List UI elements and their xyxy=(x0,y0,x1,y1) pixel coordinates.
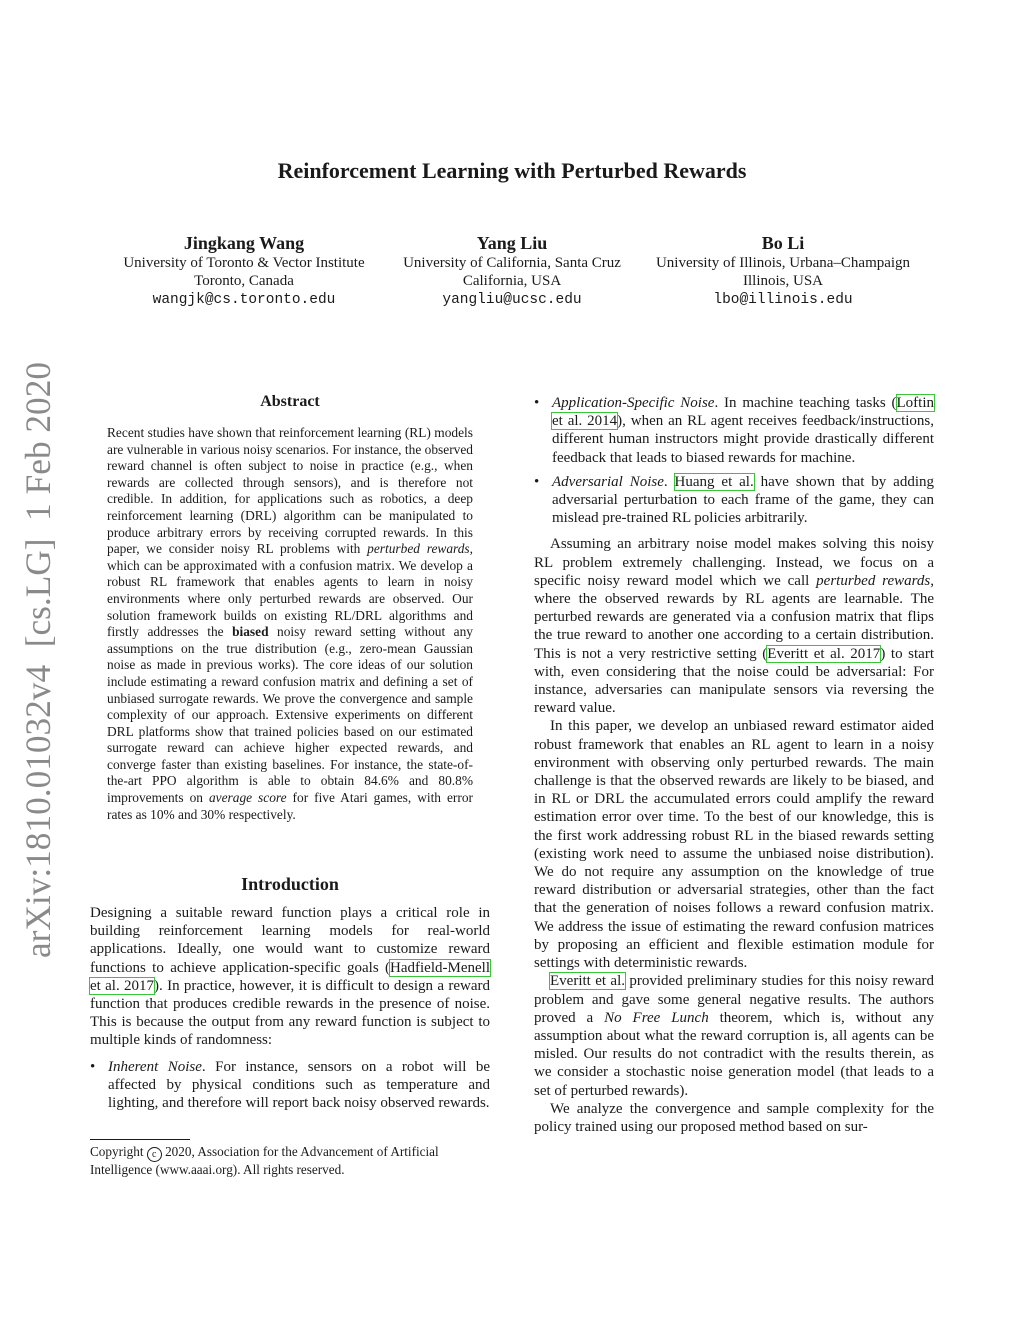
introduction-heading: Introduction xyxy=(241,874,339,894)
arxiv-sidebar-stamp xyxy=(18,350,60,958)
arxiv-id: arXiv:1810.01032v4 [cs.LG] 1 Feb 2020 xyxy=(18,350,58,958)
author-email[interactable]: yangliu@ucsc.edu xyxy=(442,292,582,308)
bullet-application-noise: • Application-Specific Noise. In machine teaching tasks (Loftin et al. 2014), when an RL agent receives feedback/instructions, different human instructors might provide drastically different feedback that leads to biased rewards for machine. xyxy=(534,394,934,467)
citation-link[interactable]: Loftin et al. 2014 xyxy=(552,395,934,430)
author-block-3 xyxy=(633,232,933,310)
bullet-inherent-noise: • Inherent Noise. For instance, sensors on a robot will be affected by physical conditions such as temperature and lighting, and therefore will report back noisy observed rewards. xyxy=(90,1058,490,1113)
paper-title: Reinforcement Learning with Perturbed Rewards xyxy=(277,158,747,183)
author-block-1 xyxy=(94,232,394,310)
author-name: Bo Li xyxy=(761,233,805,253)
right-column-body xyxy=(534,394,934,1136)
footnote-rule xyxy=(90,1139,190,1140)
citation-link[interactable]: Hadfield-Menell et al. 2017 xyxy=(90,959,490,994)
intro-paragraph-5: We analyze the convergence and sample complexity for the policy trained using our proposed method based on sur- xyxy=(534,1100,934,1135)
author-location: Illinois, USA xyxy=(742,273,823,289)
author-name: Jingkang Wang xyxy=(183,233,305,253)
author-location: Toronto, Canada xyxy=(194,273,294,289)
intro-paragraph-1: Designing a suitable reward function plays a critical role in building reinforcement learning models for real-world applications. Ideally, one would want to customize reward functions to achieve application-specific goals (Hadfield-Menell et al. 2017). In practice, however, it is difficult to design a reward function that produces credible rewards in the presence of noise. This is because the output from any reward function is subject to multiple kinds of randomness: xyxy=(90,905,490,1049)
bullet-adversarial-noise: • Adversarial Noise. Huang et al. have shown that by adding adversarial perturbation to each frame of the game, they can mislead pre-trained RL policies arbitrarily. xyxy=(534,473,934,528)
intro-paragraph-2: Assuming an arbitrary noise model makes solving this noisy RL problem extremely challenging. Instead, we focus on a specific noisy reward model which we call perturbed rewards, where the observed rewards by RL agents are learnable. The perturbed rewards are generated via a confusion matrix that flips the true reward to another one according to a certain distribution. This is not a very restrictive setting (Everitt et al. 2017) to start with, even considering that the noise could be adversarial: For instance, adversaries can manipulate sensors via reversing the reward value. xyxy=(534,536,934,717)
abstract-body: Recent studies have shown that reinforcement learning (RL) models are vulnerable in various noisy scenarios. For instance, the observed reward channel is often subject to noise in practice (e.g., when rewards are collected through sensors), and is therefore not credible. In addition, for applications such as robotics, a deep reinforcement learning (DRL) algorithm can be manipulated to produce arbitrary errors by receiving corrupted rewards. In this paper, we consider noisy RL problems with perturbed rewards, which can be approximated with a confusion matrix. We develop a robust RL framework that enables agents to learn in noisy environments where only perturbed rewards are observed. Our solution framework builds on existing RL/DRL algorithms and firstly addresses the biased noisy reward setting without any assumptions on the true distribution (e.g., zero-mean Gaussian noise as made in previous works). The core ideas of our solution include estimating a reward confusion matrix and defining a set of unbiased surrogate rewards. We prove the convergence and sample complexity of our approach. Extensive experiments on different DRL platforms show that trained policies based on our estimated surrogate reward can achieve higher expected rewards, and converge faster than existing baselines. For instance, the state-of-the-art PPO algorithm is able to obtain 84.6% and 80.8% improvements on average score for five Atari games, with error rates as 10% and 30% respectively. xyxy=(107,425,474,822)
author-affiliation: University of California, Santa Cruz xyxy=(403,255,621,271)
intro-paragraph-3: In this paper, we develop an unbiased reward estimator aided robust framework that enables an RL agent to learn in a noisy environment with observing only perturbed rewards. The main challenge is that the observed rewards are likely to be biased, and in RL or DRL the accumulated errors could amplify the reward estimation error over time. To the best of our knowledge, this is the first work addressing robust RL in the biased rewards setting (existing work need to assume the unbiased noise distribution). We do not require any assumption on the knowledge of true reward distribution or adversarial strategies, other than the fact that the generation of noises follows a reward confusion matrix. We address the issue of estimating the reward confusion matrices by proposing an efficient and flexible estimation module for settings with deterministic rewards. xyxy=(534,718,934,972)
citation-link[interactable]: Everitt et al. 2017 xyxy=(767,645,881,662)
citation-link[interactable]: Everitt et al. xyxy=(550,973,625,990)
copyright-icon: c xyxy=(147,1147,162,1162)
author-email[interactable]: wangjk@cs.toronto.edu xyxy=(152,292,336,308)
citation-link[interactable]: Huang et al. xyxy=(674,473,754,490)
author-block-2 xyxy=(362,232,662,310)
author-affiliation: University of Toronto & Vector Institute xyxy=(123,255,365,271)
author-location: California, USA xyxy=(462,273,562,289)
copyright-footnote: Copyright c 2020, Association for the Advancement of Artificial Intelligence (www.aaai.org). All rights reserved. xyxy=(90,1144,439,1177)
intro-paragraph-4: Everitt et al. provided preliminary studies for this noisy reward problem and gave some general negative results. The authors proved a No Free Lunch theorem, which is, without any assumption about what the reward corruption is, all agents can be misled. Our results do not contradict with the results therein, as we consider a stochastic noise generation model (that leads to a set of perturbed rewards). xyxy=(534,973,935,1099)
author-email[interactable]: lbo@illinois.edu xyxy=(713,292,853,308)
left-column-body xyxy=(90,904,490,1112)
abstract-heading: Abstract xyxy=(260,393,320,410)
author-name: Yang Liu xyxy=(476,233,548,253)
author-affiliation: University of Illinois, Urbana–Champaign xyxy=(655,255,911,271)
